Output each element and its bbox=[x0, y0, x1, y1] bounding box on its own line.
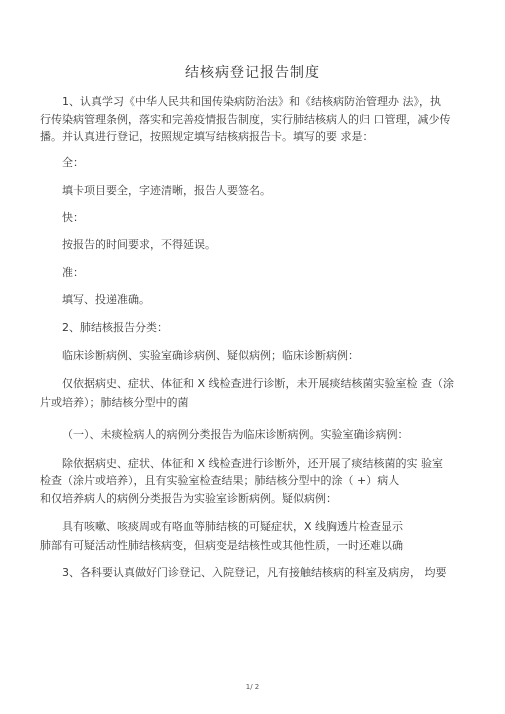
requirement-label-fast: 快： bbox=[62, 211, 84, 224]
paragraph-line: 片或培养）；肺结核分型中的菌 bbox=[40, 396, 189, 409]
paragraph-line: 临床诊断病例、实验室确诊病例、疑似病例；临床诊断病例： bbox=[62, 349, 359, 362]
paragraph-line: （一）、未痰检病人的病例分类报告为临床诊断病例。实验室确诊病例： bbox=[62, 428, 409, 441]
paragraph-line: 和仅培养病人的病例分类报告为实验室诊断病例。疑似病例： bbox=[40, 492, 337, 505]
paragraph-line: 肺部有可疑活动性肺结核病变，但病变是结核性或其他性质，一时还难以确 bbox=[40, 539, 403, 552]
page-number: 1/ 2 bbox=[245, 683, 260, 691]
paragraph-line: 除依据病史、症状、体征和 X 线检查进行诊断外，还开展了痰结核菌的实 验室 bbox=[62, 457, 444, 470]
paragraph-line: 具有咳嗽、咳痰周或有咯血等肺结核的可疑症状，X 线胸透片检查显示 bbox=[62, 520, 404, 533]
requirement-text-full: 填卡项目要全，字迹清晰，报告人要签名。 bbox=[62, 184, 271, 197]
requirement-text-accurate: 填写、投递准确。 bbox=[62, 293, 150, 306]
paragraph-line: 1、认真学习《中华人民共和国传染病防治法》和《结核病防治管理办 法》，执 bbox=[62, 95, 441, 108]
paragraph-line: 行传染病管理条例，落实和完善疫情报告制度，实行肺结核病人的归 口管理，减少传 bbox=[40, 113, 451, 126]
requirement-text-fast: 按报告的时间要求，不得延误。 bbox=[62, 238, 216, 251]
requirement-label-full: 全： bbox=[62, 156, 84, 169]
paragraph-line: 仅依据病史、症状、体征和 X 线检查进行诊断，未开展痰结核菌实验室检 查（涂 bbox=[62, 377, 455, 390]
requirement-label-accurate: 准： bbox=[62, 266, 84, 279]
paragraph-line: 播。并认真进行登记，按照规定填写结核病报告卡。填写的要 求是： bbox=[40, 130, 374, 143]
document-title: 结核病登记报告制度 bbox=[185, 65, 320, 81]
paragraph-line: 3、各科要认真做好门诊登记、入院登记，凡有接触结核病的科室及病房， 均要 bbox=[62, 566, 447, 579]
section-heading: 2、肺结核报告分类： bbox=[62, 321, 168, 334]
paragraph-line: 检查（涂片或培养），且有实验室检查结果；肺结核分型中的涂（ +）病人 bbox=[40, 474, 400, 487]
